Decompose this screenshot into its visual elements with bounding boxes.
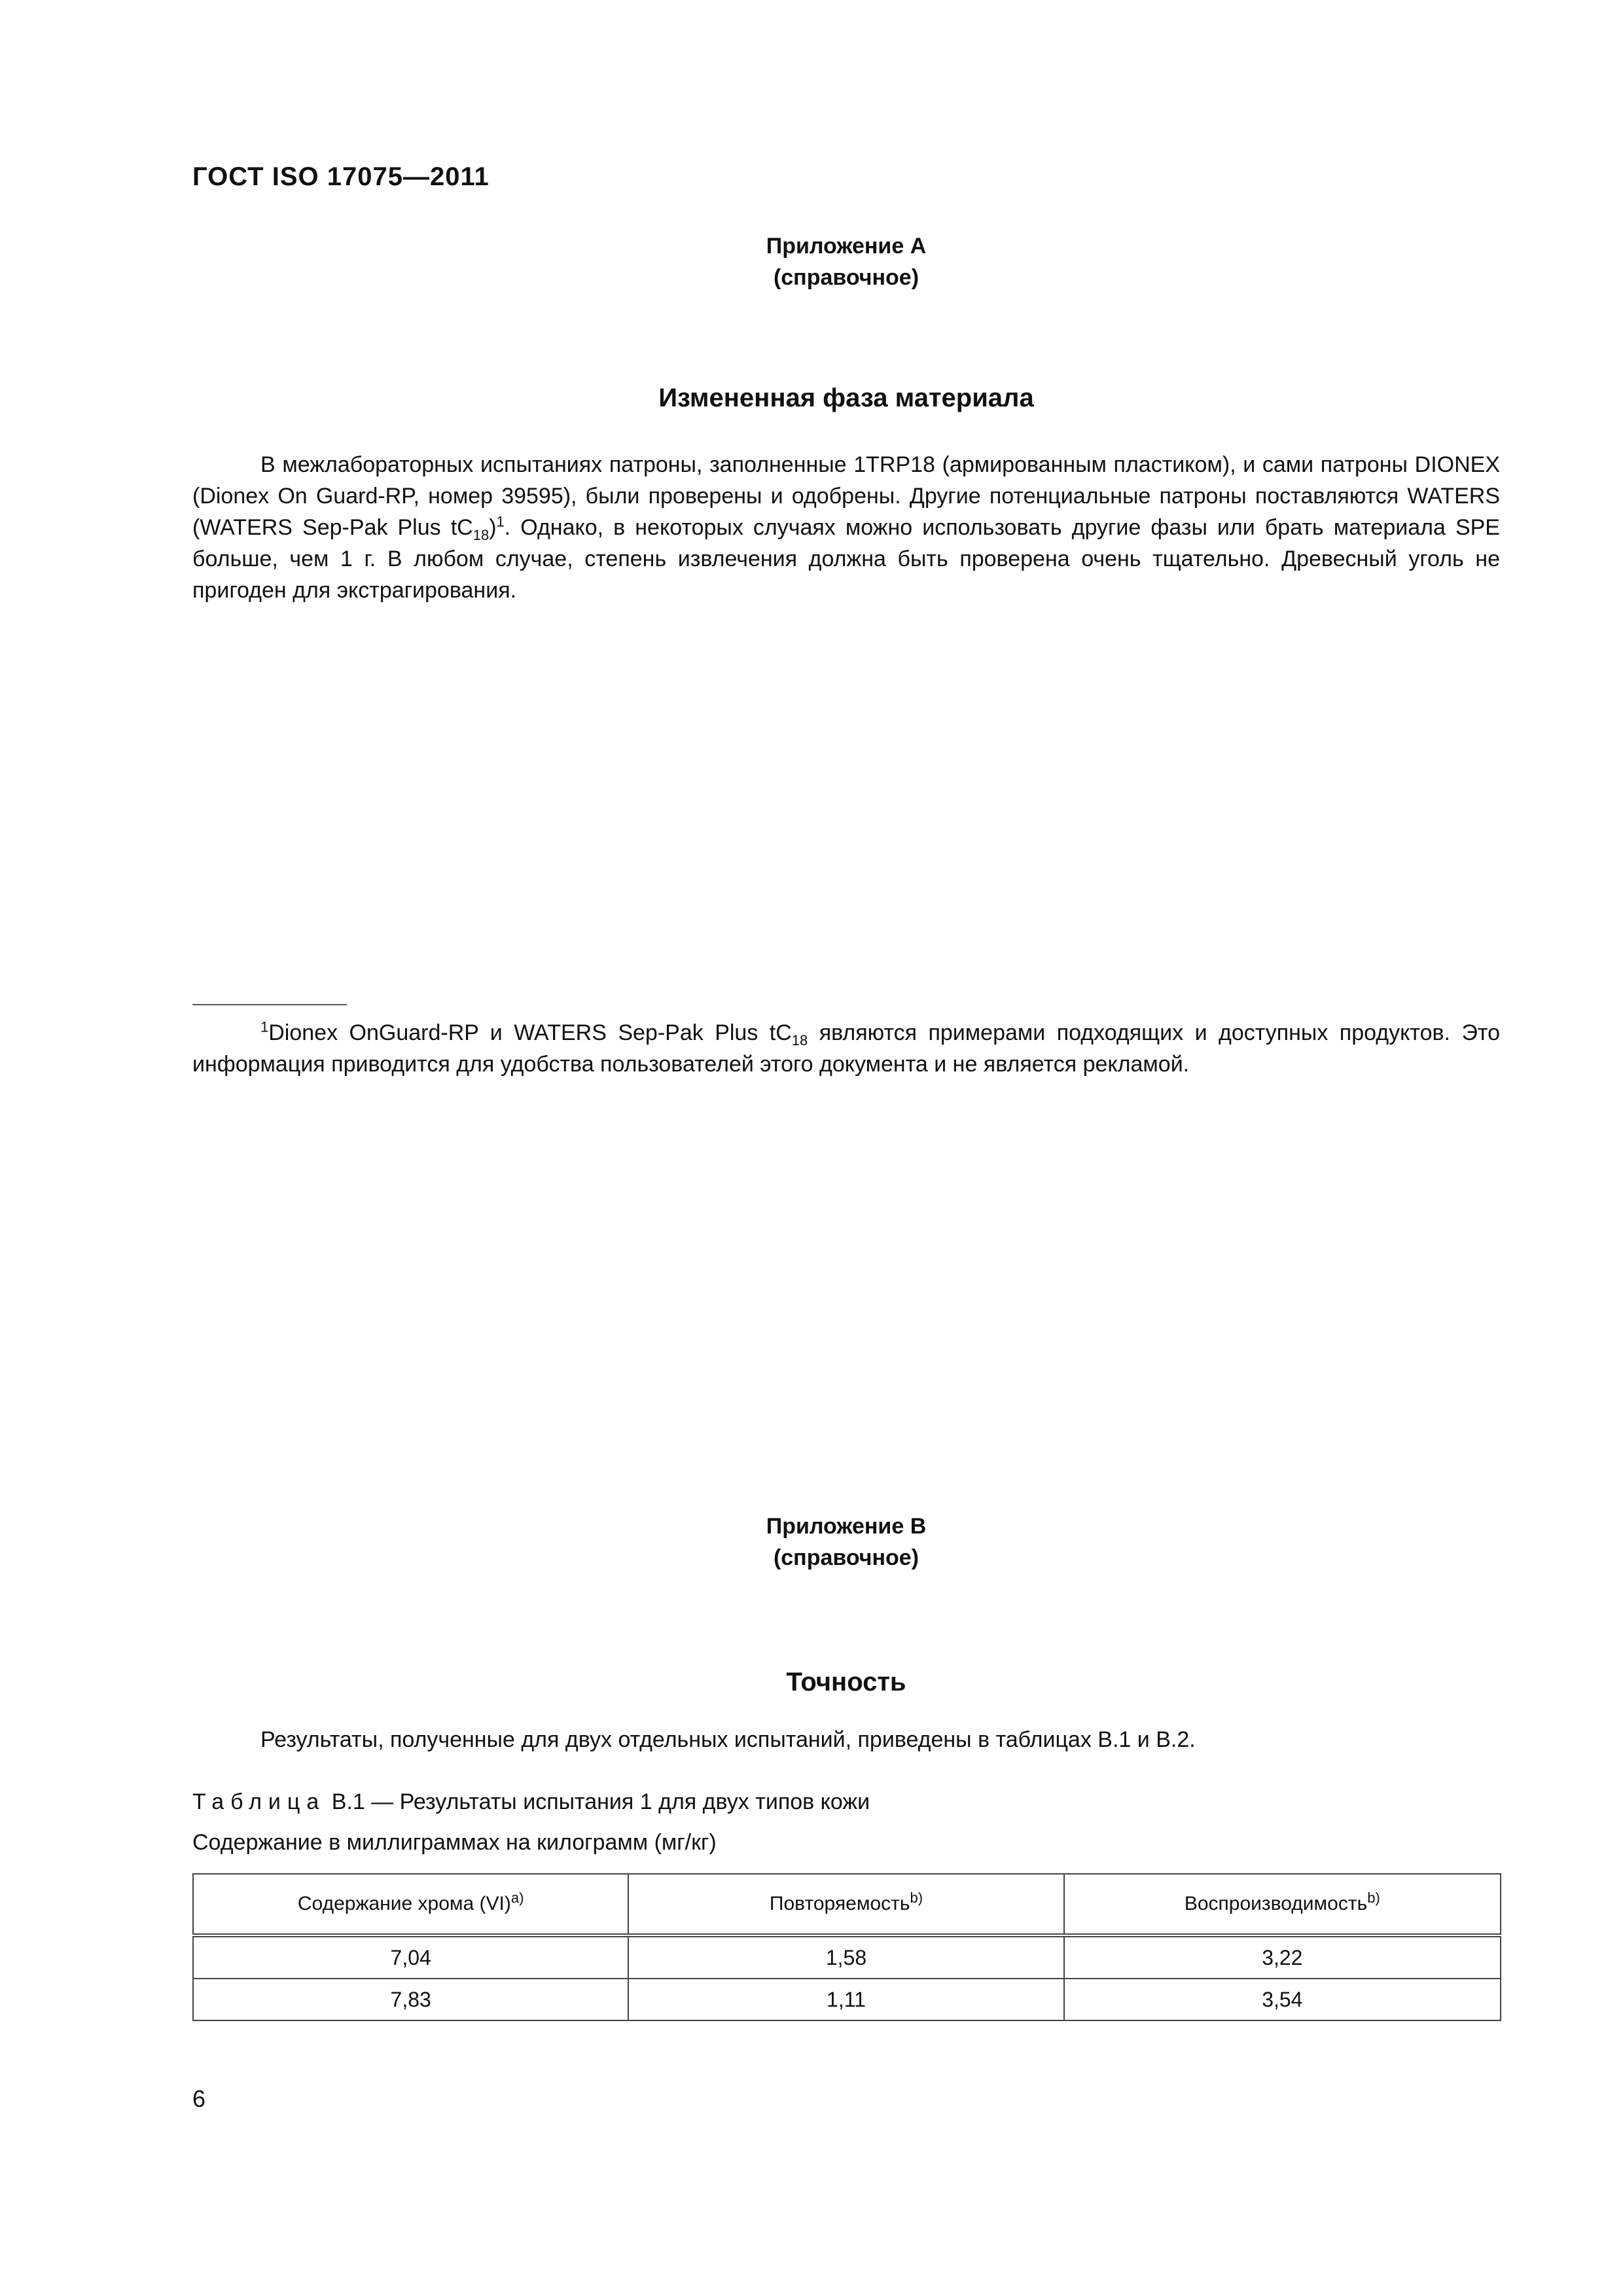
footnote-text-sub: 18 xyxy=(791,1031,808,1049)
footnote-text-part1: Dionex OnGuard-RP и WATERS Sep-Pak Plus tC xyxy=(268,1020,792,1045)
table-caption xyxy=(192,1789,870,1815)
header-note: a) xyxy=(510,1890,524,1906)
table-cell: 1,58 xyxy=(628,1935,1063,1979)
table-units: Содержание в миллиграммах на килограмм (мг/кг) xyxy=(192,1830,717,1855)
header-note: b) xyxy=(910,1890,923,1906)
annex-a-title-block xyxy=(192,230,1500,293)
annex-b-paragraph xyxy=(192,1724,1500,1755)
annex-a-subtitle: (справочное) xyxy=(773,265,919,290)
annex-a-heading: Измененная фаза материала xyxy=(658,384,1034,412)
table-cell: 1,11 xyxy=(628,1979,1063,2020)
annex-a-paragraph xyxy=(192,449,1500,606)
annex-a-paragraph-part2: . Однако, в некоторых случаях можно использовать другие фазы или брать материала SPE больше, чем 1 г. В любом случае, степень извлечения должна быть проверена очень тщательно. Древесный уголь не пригоден для экстрагирования. xyxy=(192,515,1500,603)
annex-a-paragraph-part1: В межлабораторных испытаниях патроны, заполненные 1TRP18 (армированным пластиком), и сами патроны DIONEX (Dionex On Guard-RP, номер 39595), были проверены и одобрены. Другие потенциальные патроны поставляются WATERS (WATERS Sep-Pak Plus tC xyxy=(192,452,1500,540)
header-note: b) xyxy=(1367,1890,1380,1906)
header-text: Воспроизводимость xyxy=(1184,1893,1368,1914)
results-table xyxy=(192,1873,1501,2021)
table-cell: 3,22 xyxy=(1064,1935,1501,1979)
annex-b-subtitle: (справочное) xyxy=(773,1545,919,1570)
footnote-marker: 1 xyxy=(260,1018,269,1035)
footnote xyxy=(192,1017,1500,1080)
header-text: Содержание хрома (VI) xyxy=(297,1893,511,1914)
annex-a-paragraph-close: ) xyxy=(489,515,497,540)
annex-b-title: Приложение В xyxy=(766,1514,927,1539)
page-number: 6 xyxy=(192,2085,206,2112)
table-header-cell xyxy=(628,1874,1063,1935)
document-header: ГОСТ ISO 17075—2011 xyxy=(192,162,490,191)
annex-b-paragraph-text: Результаты, полученные для двух отдельных испытаний, приведены в таблицах В.1 и В.2. xyxy=(260,1727,1196,1752)
table-row xyxy=(193,1979,1501,2020)
annex-b-heading: Точность xyxy=(786,1668,906,1696)
table-header-cell xyxy=(193,1874,628,1935)
table-cell: 3,54 xyxy=(1064,1979,1501,2020)
footnote-text-part2: являются примерами подходящих и доступных продуктов. Это информация приводится для удобства пользователей этого документа и не является рекламой. xyxy=(192,1020,1500,1077)
table-header-cell xyxy=(1064,1874,1501,1935)
annex-b-title-block xyxy=(192,1511,1500,1573)
footnote-reference: 1 xyxy=(496,513,505,530)
table-caption-label: Таблица xyxy=(192,1789,326,1814)
footnote-divider xyxy=(192,1004,347,1005)
annex-a-paragraph-sub: 18 xyxy=(473,526,490,543)
table-header-row xyxy=(193,1874,1501,1935)
table-caption-text: В.1 — Результаты испытания 1 для двух типов кожи xyxy=(325,1789,870,1814)
header-text: Повторяемость xyxy=(769,1893,910,1914)
annex-a-title: Приложение А xyxy=(766,234,927,259)
table-cell: 7,83 xyxy=(193,1979,628,2020)
table-cell: 7,04 xyxy=(193,1935,628,1979)
table-row xyxy=(193,1935,1501,1979)
